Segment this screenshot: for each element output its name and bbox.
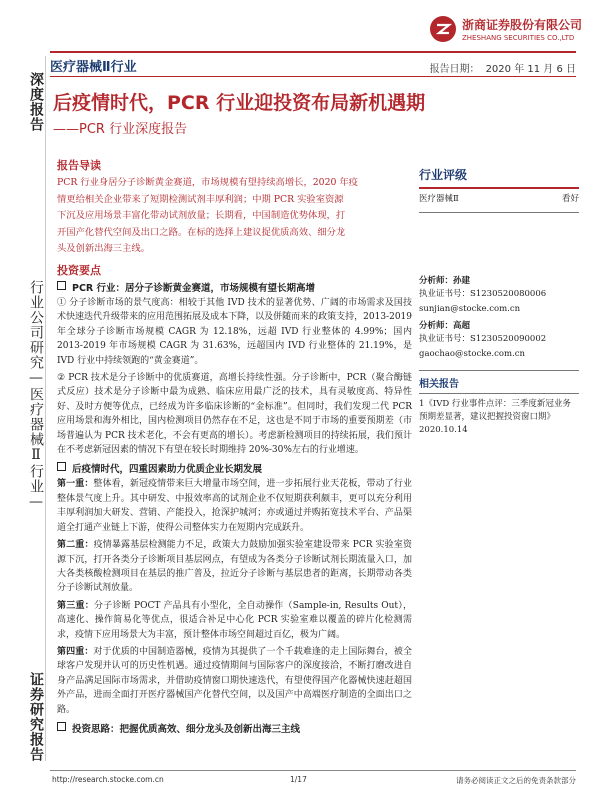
header-rule [50,51,576,53]
analyst-email[interactable]: gaochao@stocke.com.cn [419,349,525,359]
category-vertical: 行业公司研究—医疗器械Ⅱ行业— [28,279,44,511]
brand-name: 浙商证券股份有限公司 [462,18,583,32]
footer-disclaimer: 请务必阅读正文之后的免责条款部分 [456,776,576,785]
left-divider [45,56,46,761]
bullet-pcr-industry [57,280,412,294]
analyst-label: 分析师： [419,276,454,286]
bullet-title: PCR 行业：居分子诊断黄金赛道，市场规模有望长期高增 [72,283,316,294]
footer-url[interactable]: http://research.stocke.com.cn [52,775,164,784]
rating-heading: 行业评级 [419,168,468,182]
checkbox-bullet-icon [57,462,66,471]
factor-label: 第一重： [57,479,94,490]
guide-body [57,175,412,258]
rating-bottom-rule [419,212,579,213]
cert-label: 执业证书号： [419,334,471,344]
analyst-1 [419,275,579,316]
title-rule [50,76,576,77]
related-top-rule [419,370,579,371]
bullet-title: 投资思路：把握优质高效、细分龙头及创新出海三主线 [72,723,301,735]
page-title: 后疫情时代，PCR 行业迎投资布局新机遇期 [53,92,426,114]
date-label: 报告日期： [429,64,480,75]
factor-2 [57,538,412,596]
date-value: 2020 年 11 月 6 日 [485,64,576,75]
related-reports [419,370,579,437]
guide-line: 开国产化替代空间及出口之路。在标的选择上建议捉优质高效、细分龙 [57,226,346,238]
factor-label: 第二重： [57,540,94,551]
analyst-label: 分析师： [419,321,454,331]
checkbox-bullet-icon [57,281,66,290]
point-1: ① 分子诊断市场的景气度高：相较于其他 IVD 技术的显著优势、广阔的市场需求及国技术快速迭代升级带来的应用范围拓展及成本下降，以及併随而来的政策支持，2013-2019 年全球分子诊断市场规模 CAGR 为 12.18%，远超 IVD 行业整体的 4.99%；国内 2013-2019 年市场规模 CAGR 为 31.63%，远超国内 IVD 行业整体的 21.19%，是 IVD 行业中持续领跑的“黄金赛道”。 [57,298,412,366]
factor-1 [57,477,412,535]
analyst-2 [419,320,579,361]
rating-row [419,193,579,206]
related-item[interactable]: 1《IVD 行业事件点评：三季度新冠业务预期差显著，建议把握投资窗口期》 [419,399,571,422]
related-rule [419,393,579,394]
page-number: 1/17 [290,775,307,784]
factor-text: 分子诊断 POCT 产品具有小型化，全自动操作（Sample-in, Results Out），高速化、操作简易化等优点，很适合补足中心化 PCR 实验室难以覆盖的碎片化检测需求，疫情下应用场景大为丰富，预计整体市场空间超过百亿，极为广阔。 [57,600,412,640]
brand-logo-icon [430,16,456,42]
bullet-title: 后疫情时代，四重因素助力优质企业长期发展 [72,464,263,476]
rating-box [419,166,579,213]
factor-4 [57,645,412,717]
bullet-post-epidemic [57,461,412,475]
report-date [430,60,576,75]
factor-text: 对于优质的中国制造器械，疫情为其提供了一个千载难逢的走上国际舞台，被全球客户发现并认可的历史性机遇。通过疫情期间与国际客户的深度接洽，不断打磨改进自身产品满足国际市场需求，并借助疫情窗口期快速迭代，有望使得国产化器械快速赶超国外产品，进而全面打开医疗器械国产化替代空间，以及国产中高端医疗制造的全面出口之路。 [57,646,412,715]
rating-industry: 医疗器械Ⅱ [419,194,459,204]
footer-rule [50,770,576,771]
brand-header [426,14,583,50]
factor-label: 第四重： [57,646,94,657]
points-heading: 投资要点 [57,264,101,277]
cert-number: S1230520090002 [470,334,547,344]
point-2: ② PCR 技术是分子诊断中的优质赛道，高增长持续性强。分子诊断中，PCR（聚合酶链式反应）技术是分子诊断中最为成熟、临床应用最广泛的技术，具有灵敏度高、特异性好、及时方便等优点，已经成为许多临床诊断的“金标准”。但同时，我们发现二代 PCR 应用场景和海外相比，国内检测项目仍然存在不足，这也是不同于市场的重要预期差（市场普遍认为 PCR 技术老化，不会有更高的增长）。考虑新检测项目的持续拓展，我们预计在不考虑新冠因素的情况下有望在较长时期维持 20%-30%左右的行业增速。 [57,373,412,456]
cert-label: 执业证书号： [419,289,471,299]
points-body [57,280,412,735]
analyst-email[interactable]: sunjian@stocke.com.cn [419,304,521,314]
analyst-name: 高超 [453,321,471,331]
related-date: 2020.10.14 [419,425,468,435]
factor-text: 疫情暴露基层检测能力不足，政策大力鼓励加强实验室建设带来 PCR 实验室资源下沉，打开各类分子诊断项目基层网点，有望成为各类分子诊断试剂长期流量入口，加大各类核酸检测项目在基层的推广普及，拉近分子诊断与基层患者的距离，长期带动各类分子诊断试剂放量。 [57,540,412,594]
guide-line: PCR 行业身居分子诊断黄金赛道，市场规模有望持续高增长，2020 年疫 [57,177,358,188]
checkbox-bullet-icon [57,722,66,731]
guide-line: 头及创新出海三主线。 [57,243,150,255]
rating-value: 看好 [561,194,579,204]
factor-text: 整体看，新冠疫情带来巨大增量市场空间，进一步拓展行业天花板，带动了行业整体景气度上升。其中研发、中报效率高的试剂企业不仅短期获利颇丰，更可以充分利用丰厚利润加大研发、营销、产能投入，抢深护城河；亦或通过并购拓宽技术平台、产品渠道全打通产业链上下游，使得公司整体实力在短期内完成跃升。 [57,479,412,533]
guide-line: 下沉及应用场景丰富化带动试剂放量；长期看，中国制造优势体现，打 [57,210,346,222]
section-tag: 医疗器械Ⅱ行业 [50,60,137,75]
guide-heading: 报告导读 [57,159,101,172]
factor-3 [57,599,412,642]
related-heading: 相关报告 [419,379,459,390]
analyst-name: 孙建 [453,276,471,286]
guide-line: 情更给相关企业带来了短期检测试剂丰厚利润；中期 PCR 实验室资源 [57,193,344,205]
factor-label: 第三重： [57,600,94,611]
cert-number: S1230520080006 [470,289,547,299]
report-type-vertical: 深度报告 [28,72,44,132]
brand-name-en: ZHESHANG SECURITIES CO.,LTD [462,34,575,42]
bullet-investment-idea [57,721,412,735]
footer-vertical-label: 证券研究报告 [28,672,44,762]
page-subtitle: ——PCR 行业深度报告 [53,122,188,137]
rating-rule [419,187,579,189]
